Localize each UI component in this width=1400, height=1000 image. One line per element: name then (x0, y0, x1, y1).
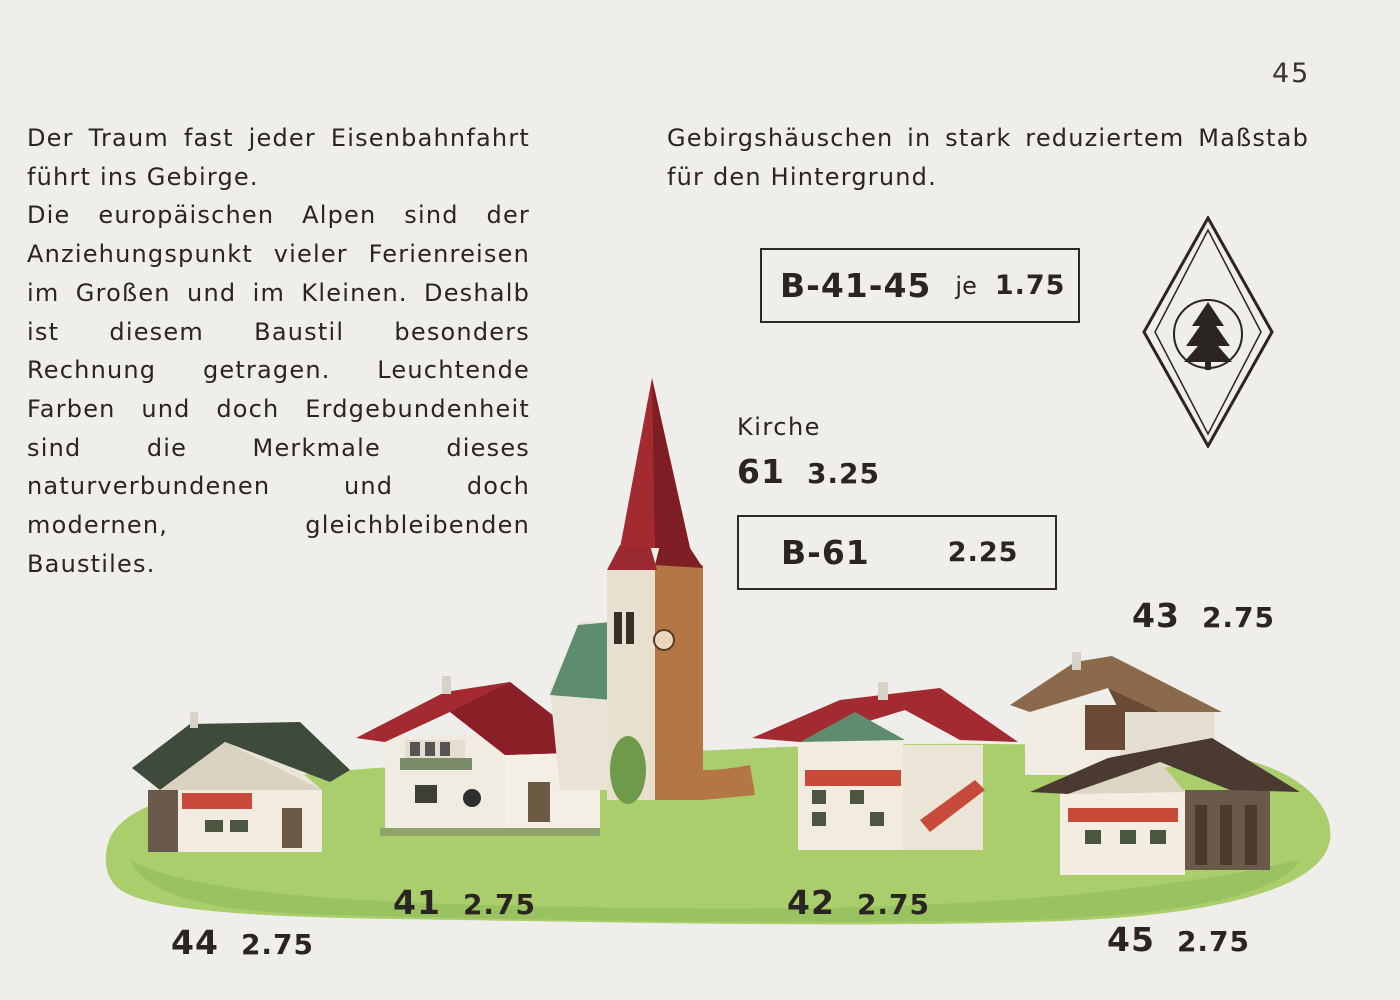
church-price: 3.25 (806, 457, 881, 490)
item-label-45 (1107, 920, 1250, 959)
item-price: 2.75 (240, 928, 315, 961)
item-label-43 (1132, 596, 1275, 635)
item-label-44 (171, 923, 314, 962)
faller-logo-icon (1142, 216, 1274, 448)
intro-paragraph-1: Der Traum fast jeder Eisenbahnfahrt führt ins Gebirge. (27, 124, 530, 191)
intro-text (27, 119, 530, 583)
item-price: 2.75 (856, 888, 931, 921)
church-price-box (737, 515, 1057, 590)
item-price: 2.75 (1201, 601, 1276, 634)
item-label-41 (393, 883, 536, 922)
church (550, 378, 755, 804)
item-price: 2.75 (462, 888, 537, 921)
church-number: 61 (737, 452, 785, 491)
series-price-box (760, 248, 1080, 323)
item-number: 43 (1132, 596, 1180, 635)
church-box-price: 2.25 (947, 537, 1019, 568)
item-price: 2.75 (1176, 925, 1251, 958)
page-number: 45 (1272, 58, 1311, 89)
church-title: Kirche (737, 413, 821, 441)
item-number: 44 (171, 923, 219, 962)
item-number: 41 (393, 883, 441, 922)
church-price-label (737, 452, 880, 491)
series-unit: je (955, 271, 977, 300)
series-price: 1.75 (994, 270, 1066, 301)
item-number: 42 (787, 883, 835, 922)
item-number: 45 (1107, 920, 1155, 959)
church-box-code: B-61 (781, 533, 870, 572)
item-label-42 (787, 883, 930, 922)
series-code: B-41-45 (780, 266, 932, 305)
subtitle-text: Gebirgshäuschen in stark reduziertem Maßstab für den Hintergrund. (667, 124, 1309, 191)
intro-paragraph-2: Die europäischen Alpen sind der Anziehungspunkt vieler Ferienreisen im Großen und im Kleinen. Deshalb ist diesem Baustil besonders Rechnung getragen. Leuchtende Farben und doch Erdgebundenheit sind die Merkmale dieses naturverbundenen und doch modernen, gleichbleibenden Baustiles. (27, 201, 530, 578)
